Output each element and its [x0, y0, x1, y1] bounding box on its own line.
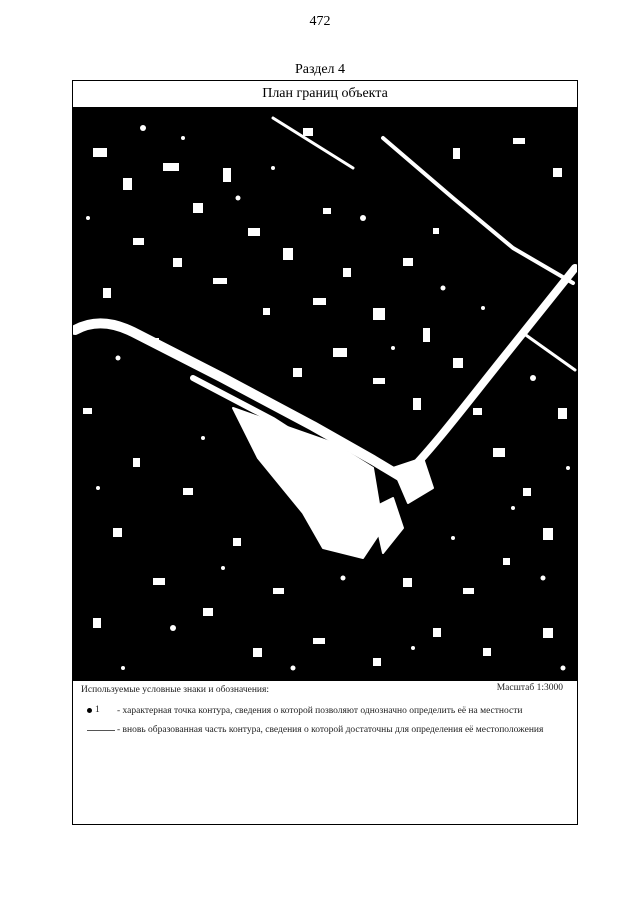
line-segment-icon — [87, 730, 115, 731]
legend-item-line — [81, 724, 571, 736]
legend-item-text: - вновь образованная часть контура, сведения о которой достаточны для определения её местоположения — [117, 725, 544, 735]
plan-frame — [72, 80, 578, 825]
legend-item-point — [81, 705, 571, 717]
section-title: Раздел 4 — [294, 62, 346, 77]
scale-label: Масштаб 1:3000 — [496, 683, 563, 693]
page-number: 472 — [309, 14, 331, 29]
legend-heading: Используемые условные знаки и обозначения: — [81, 685, 270, 695]
plan-title: План границ объекта — [73, 81, 577, 108]
legend-area — [73, 680, 577, 825]
aerial-map-drawing — [73, 108, 577, 680]
aerial-map-image — [73, 108, 577, 680]
point-marker-label: 1 — [95, 705, 100, 715]
legend-item-text: - характерная точка контура, сведения о которой позволяют однозначно определить её на местности — [117, 706, 523, 716]
point-marker-icon — [87, 708, 92, 713]
